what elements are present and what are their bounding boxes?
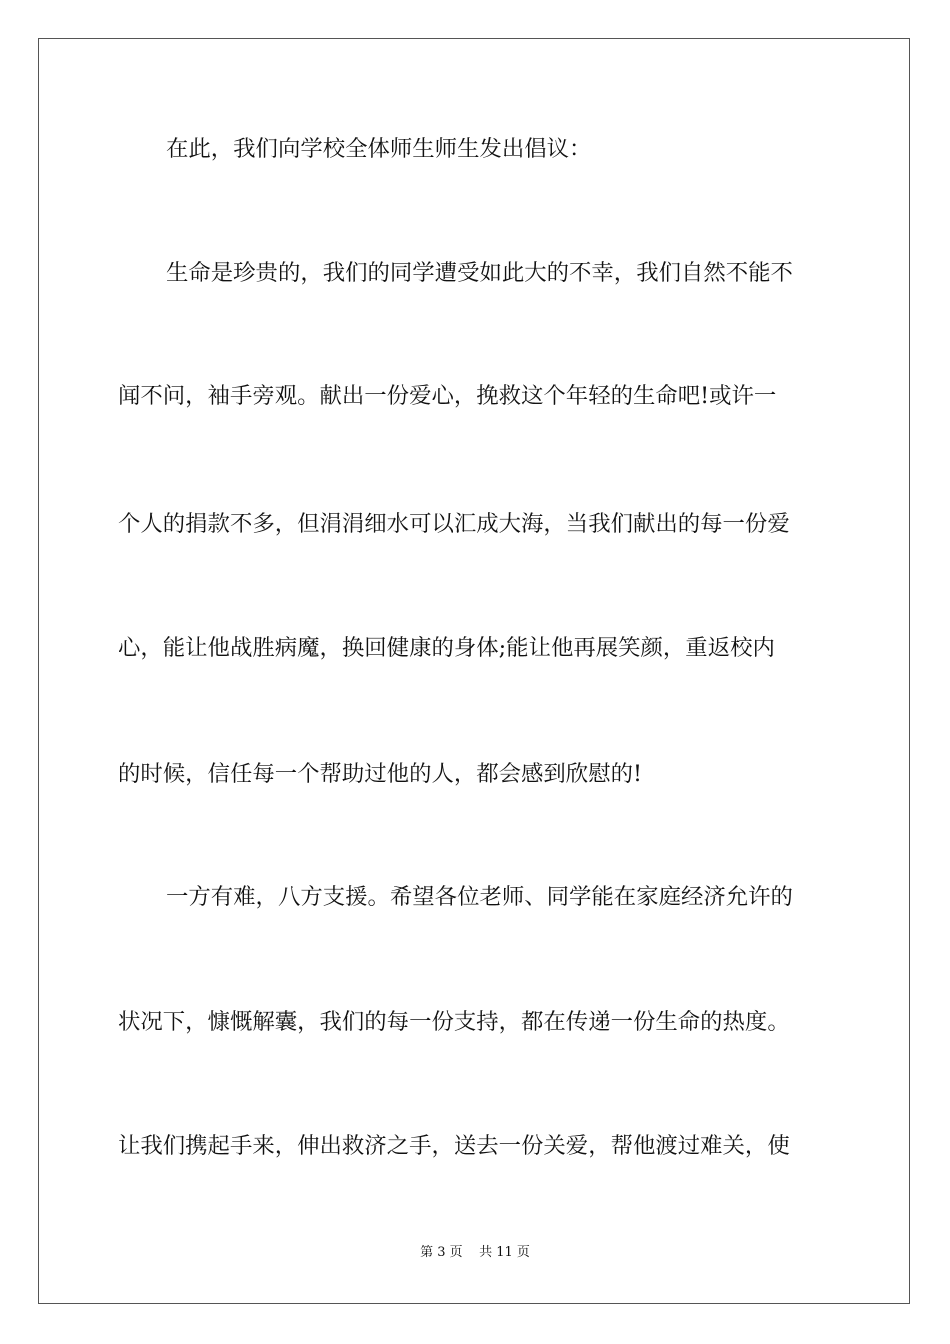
paragraph-line: 闻不问，袖手旁观。献出一份爱心，挽救这个年轻的生命吧!或许一 (118, 383, 777, 409)
paragraph-line: 的时候，信任每一个帮助过他的人，都会感到欣慰的! (118, 761, 642, 787)
paragraph-line: 心，能让他战胜病魔，换回健康的身体;能让他再展笑颜，重返校内 (118, 635, 775, 661)
paragraph-line: 生命是珍贵的，我们的同学遭受如此大的不幸，我们自然不能不 (166, 260, 793, 286)
page-number-footer: 第 3 页 共 11 页 (420, 1245, 530, 1260)
paragraph-line: 状况下，慷慨解囊，我们的每一份支持，都在传递一份生命的热度。 (118, 1009, 790, 1035)
page-border (38, 38, 910, 1304)
paragraph-line: 在此，我们向学校全体师生师生发出倡议： (166, 136, 592, 162)
paragraph-line: 让我们携起手来，伸出救济之手，送去一份关爱，帮他渡过难关，使 (118, 1133, 790, 1159)
paragraph-line: 一方有难，八方支援。希望各位老师、同学能在家庭经济允许的 (166, 884, 793, 910)
paragraph-line: 个人的捐款不多，但涓涓细水可以汇成大海，当我们献出的每一份爱 (118, 511, 790, 537)
